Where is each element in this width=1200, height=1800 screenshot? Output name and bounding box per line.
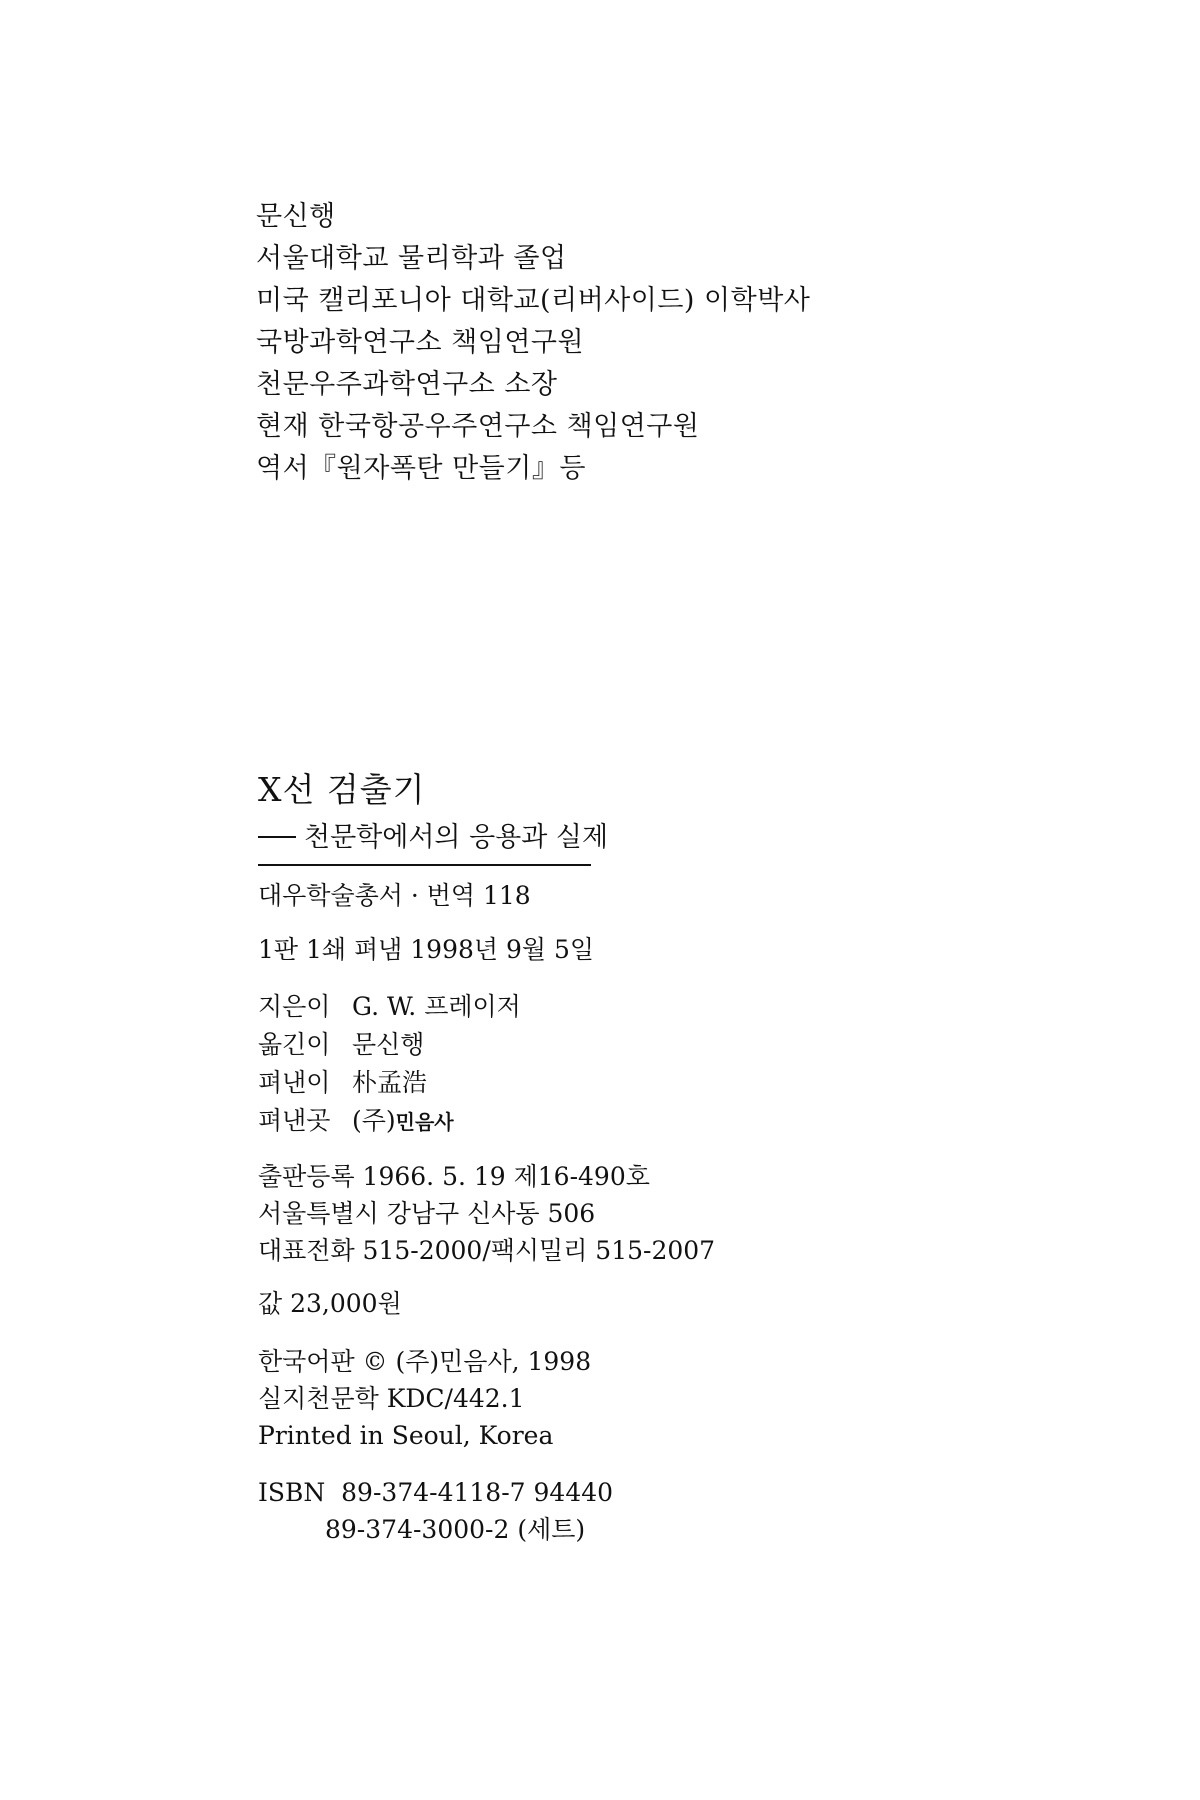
rights-block bbox=[258, 1343, 958, 1454]
credit-author bbox=[258, 988, 958, 1026]
bio-line-education: 서울대학교 물리학과 졸업 bbox=[256, 243, 567, 274]
credit-publisher-person bbox=[258, 1064, 958, 1102]
credit-translator bbox=[258, 1026, 958, 1064]
edition-line: 1판 1쇄 펴냄 1998년 9월 5일 bbox=[258, 935, 595, 964]
credits-block bbox=[258, 988, 958, 1140]
credit-label: 펴낸이 bbox=[258, 1068, 331, 1097]
credit-value: 문신행 bbox=[352, 1030, 425, 1059]
bio-line-works: 역서『원자폭탄 만들기』등 bbox=[256, 453, 586, 484]
isbn-set: 89-374-3000-2 (세트) bbox=[325, 1515, 586, 1544]
phone-line: 대표전화 515-2000/팩시밀리 515-2007 bbox=[258, 1236, 716, 1265]
translator-name: 문신행 bbox=[256, 201, 336, 232]
registration-block bbox=[258, 1158, 958, 1269]
address-line: 서울특별시 강남구 신사동 506 bbox=[258, 1199, 596, 1228]
bio-line-position-2: 천문우주과학연구소 소장 bbox=[256, 369, 558, 400]
credit-label: 펴낸곳 bbox=[258, 1106, 331, 1135]
book-subtitle-text: 천문학에서의 응용과 실제 bbox=[304, 822, 609, 853]
credit-value: 朴孟浩 bbox=[352, 1068, 428, 1097]
isbn-set-row bbox=[258, 1511, 958, 1548]
isbn-primary-row bbox=[258, 1474, 958, 1511]
subtitle-dash bbox=[258, 836, 296, 838]
credit-value: (주) bbox=[352, 1106, 396, 1135]
credit-value: G. W. 프레이저 bbox=[352, 992, 521, 1021]
classification-line: 실지천문학 KDC/442.1 bbox=[258, 1384, 525, 1413]
bio-line-doctorate: 미국 캘리포니아 대학교(리버사이드) 이학박사 bbox=[256, 285, 811, 316]
bio-line-position-1: 국방과학연구소 책임연구원 bbox=[256, 327, 585, 358]
price-line: 값 23,000원 bbox=[258, 1289, 402, 1318]
bio-line-current: 현재 한국항공우주연구소 책임연구원 bbox=[256, 411, 700, 442]
publisher-logo: 민음사 bbox=[395, 1110, 454, 1134]
printed-in-line: Printed in Seoul, Korea bbox=[258, 1421, 554, 1450]
credit-label: 지은이 bbox=[258, 992, 331, 1021]
series-line: 대우학술총서 · 번역 118 bbox=[258, 881, 531, 910]
colophon bbox=[258, 770, 958, 1548]
isbn-block bbox=[258, 1474, 958, 1548]
credit-label: 옮긴이 bbox=[258, 1030, 331, 1059]
credit-publisher-house bbox=[258, 1102, 958, 1140]
book-subtitle bbox=[258, 822, 609, 866]
isbn-label: ISBN bbox=[258, 1478, 326, 1507]
book-title: X선 검출기 bbox=[258, 770, 426, 809]
copyright-line: 한국어판 © (주)민음사, 1998 bbox=[258, 1347, 592, 1376]
isbn-primary: 89-374-4118-7 94440 bbox=[341, 1478, 614, 1507]
registration-line: 출판등록 1966. 5. 19 제16-490호 bbox=[258, 1162, 650, 1191]
translator-bio bbox=[256, 196, 810, 490]
